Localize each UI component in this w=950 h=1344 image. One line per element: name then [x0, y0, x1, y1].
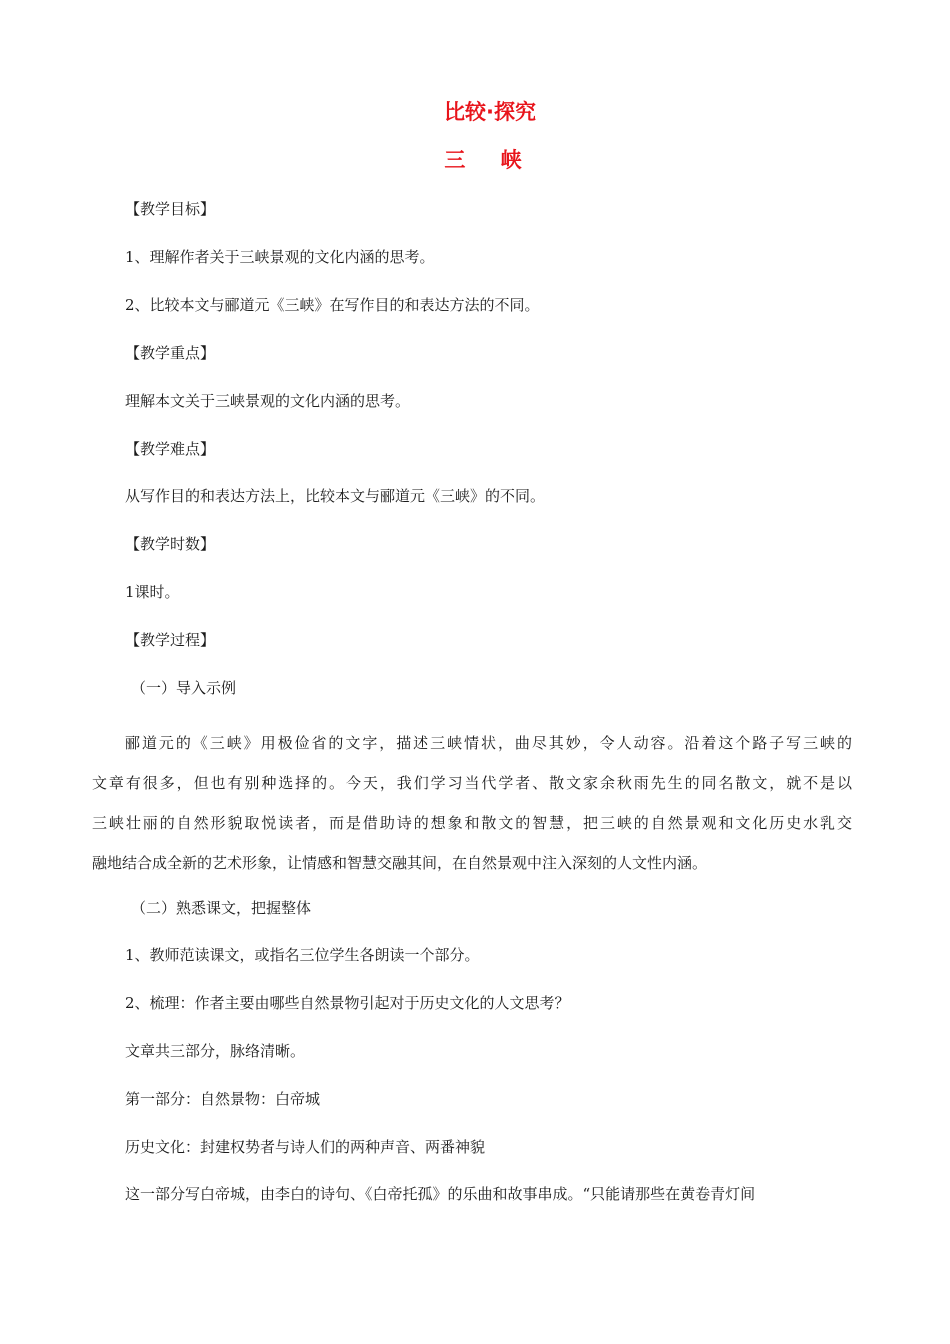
intro-line: 融地结合成全新的艺术形象，让情感和智慧交融其间，在自然景观中注入深刻的人文性内涵。: [92, 854, 708, 872]
hours-text: 1课时。: [125, 583, 180, 601]
intro-line: 三峡壮丽的自然形貌取悦读者，而是借助诗的想象和散文的智慧，把三峡的自然景观和文化历史水乳交: [92, 814, 852, 832]
step-2-item-1: 1、教师范读课文，或指名三位学生各朗读一个部分。: [125, 946, 480, 964]
document-subtitle: 三 峡: [444, 148, 536, 172]
part-1-description: 这一部分写白帝城，由李白的诗句、《白帝托孤》的乐曲和故事串成。“只能请那些在黄卷青灯间: [125, 1185, 756, 1203]
intro-line: 文章有很多，但也有别种选择的。今天，我们学习当代学者、散文家余秋雨先生的同名散文，就不是以: [92, 774, 852, 792]
difficulty-heading: 【教学难点】: [125, 440, 216, 458]
intro-line: 郦道元的《三峡》用极俭省的文字，描述三峡情状，曲尽其妙，令人动容。沿着这个路子写三峡的: [125, 734, 852, 752]
process-heading: 【教学过程】: [125, 631, 216, 649]
difficulty-text: 从写作目的和表达方法上，比较本文与郦道元《三峡》的不同。: [125, 487, 546, 505]
step-2-item-2: 2、梳理：作者主要由哪些自然景物引起对于历史文化的人文思考？: [125, 994, 570, 1012]
hours-heading: 【教学时数】: [125, 535, 216, 553]
structure-text: 文章共三部分，脉络清晰。: [125, 1042, 306, 1060]
part-1-scene: 第一部分：自然景物：白帝城: [125, 1090, 321, 1108]
document-title: 比较·探究: [444, 100, 536, 124]
goal-heading: 【教学目标】: [125, 200, 216, 218]
intro-paragraph: [92, 723, 852, 883]
step-1-heading: （一）导入示例: [131, 679, 237, 697]
part-1-culture: 历史文化：封建权势者与诗人们的两种声音、两番神貌: [125, 1138, 486, 1156]
goal-item-2: 2、比较本文与郦道元《三峡》在写作目的和表达方法的不同。: [125, 296, 540, 314]
key-text: 理解本文关于三峡景观的文化内涵的思考。: [125, 392, 411, 410]
key-heading: 【教学重点】: [125, 344, 216, 362]
goal-item-1: 1、理解作者关于三峡景观的文化内涵的思考。: [125, 248, 435, 266]
step-2-heading: （二）熟悉课文，把握整体: [131, 899, 312, 917]
